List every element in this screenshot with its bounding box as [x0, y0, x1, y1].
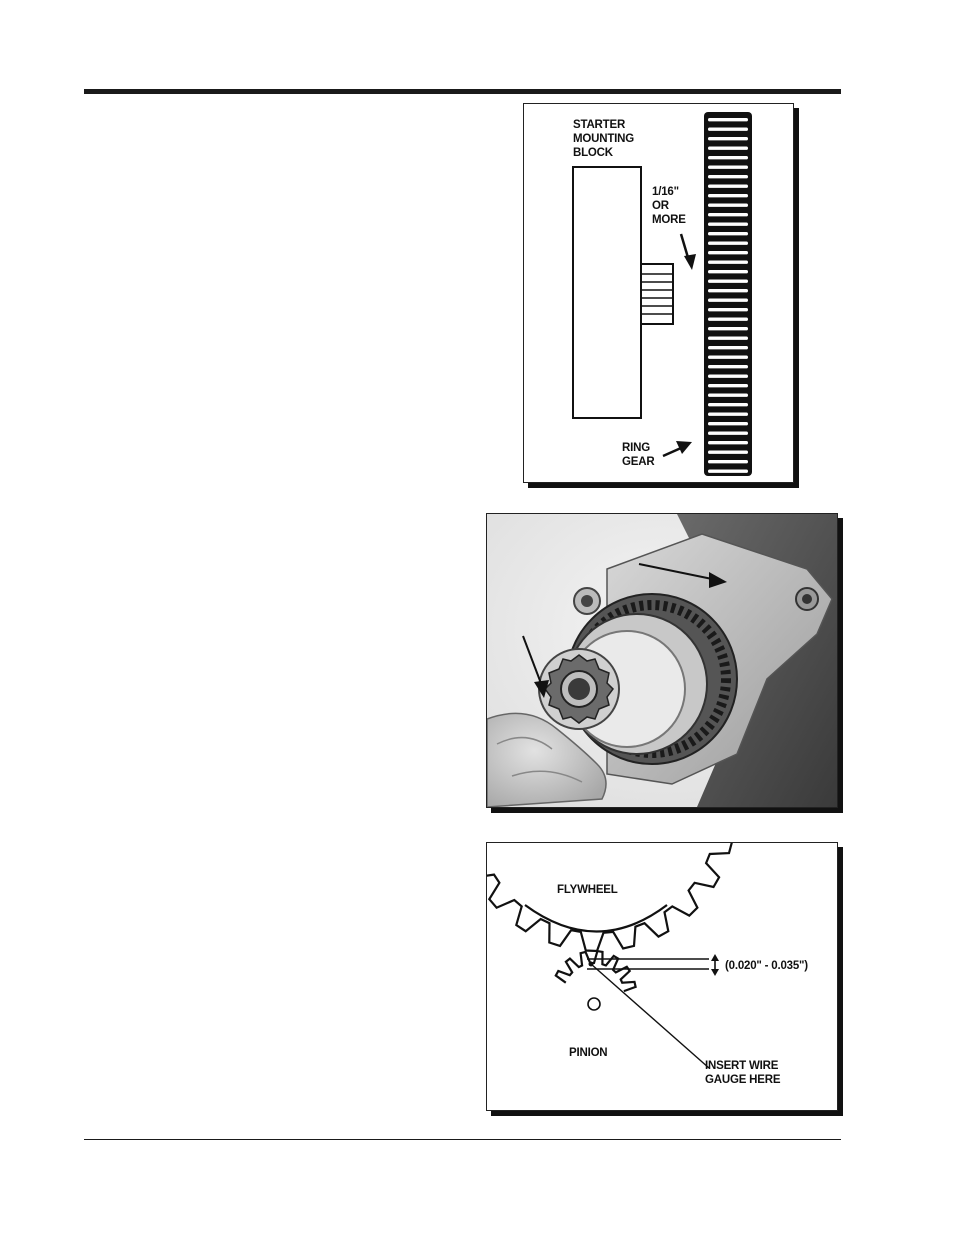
- flywheel-label: FLYWHEEL: [557, 884, 618, 896]
- flywheel-teeth: [487, 843, 732, 951]
- ring-gear-tooth: [708, 156, 748, 159]
- ring-gear-tooth: [708, 346, 748, 349]
- ring-gear-tooth: [708, 280, 748, 283]
- ring-gear-tooth: [708, 299, 748, 302]
- ring-gear-tooth: [708, 318, 748, 321]
- pinion-stub: [641, 264, 673, 324]
- ring-gear-tooth: [708, 365, 748, 368]
- ring-gear-arrow-icon: [663, 441, 692, 456]
- ring-gear-tooth: [708, 118, 748, 121]
- ring-gear-tooth: [708, 204, 748, 207]
- ring-gear: [704, 112, 752, 476]
- clearance-label: (0.020" - 0.035"): [725, 960, 808, 972]
- ring-gear-tooth: [708, 242, 748, 245]
- starter-mounting-block: [573, 167, 641, 418]
- pinion-gear: [539, 649, 619, 729]
- pinion-teeth: [556, 951, 636, 991]
- ring-gear-tooth: [708, 213, 748, 216]
- ring-gear-tooth: [708, 308, 748, 311]
- gap-arrow-icon: [681, 234, 696, 270]
- ring-gear-tooth: [708, 251, 748, 254]
- ring-gear-tooth: [708, 460, 748, 463]
- gap-label: 1/16" OR MORE: [652, 186, 686, 226]
- ring-gear-tooth: [708, 356, 748, 359]
- starter-gap-drawing: [524, 104, 793, 482]
- footer-rule: [84, 1139, 841, 1140]
- pinion-label: PINION: [569, 1047, 608, 1059]
- clearance-drawing: [487, 843, 837, 1110]
- wire-gauge-label: INSERT WIRE GAUGE HERE: [705, 1060, 781, 1086]
- ring-gear-tooth: [708, 327, 748, 330]
- ring-gear-tooth: [708, 432, 748, 435]
- starter-drive-pinion-photo: [487, 514, 837, 807]
- ring-gear-tooth: [708, 289, 748, 292]
- flywheel-inner-arc: [525, 905, 667, 932]
- wire-gauge-leader: [591, 964, 709, 1068]
- header-rule: [84, 89, 841, 94]
- block-label: STARTER MOUNTING BLOCK: [573, 119, 635, 159]
- ring-gear-tooth: [708, 185, 748, 188]
- ring-gear-tooth: [708, 166, 748, 169]
- ring-gear-tooth: [708, 422, 748, 425]
- figure-pinion-clearance-diagram: [486, 842, 838, 1111]
- ring-gear-label: RING GEAR: [622, 442, 655, 468]
- ring-gear-tooth: [708, 137, 748, 140]
- ring-gear-tooth: [708, 470, 748, 473]
- ring-gear-tooth: [708, 403, 748, 406]
- ring-gear-tooth: [708, 451, 748, 454]
- ring-gear-tooth: [708, 337, 748, 340]
- ring-gear-tooth: [708, 261, 748, 264]
- pinion-hub: [588, 998, 600, 1010]
- ring-gear-tooth: [708, 194, 748, 197]
- ring-gear-tooth: [708, 375, 748, 378]
- figure-starter-photo: [486, 513, 838, 808]
- ring-gear-tooth: [708, 384, 748, 387]
- clearance-arrow-icon: [711, 954, 719, 976]
- ring-gear-tooth: [708, 441, 748, 444]
- ring-gear-tooth: [708, 394, 748, 397]
- ring-gear-tooth: [708, 128, 748, 131]
- ring-gear-tooth: [708, 175, 748, 178]
- ring-gear-tooth: [708, 232, 748, 235]
- ring-gear-tooth: [708, 270, 748, 273]
- pinion-gear: [556, 951, 636, 991]
- figure-starter-gap-diagram: [523, 103, 794, 483]
- ring-gear-tooth: [708, 413, 748, 416]
- ring-gear-tooth: [708, 147, 748, 150]
- flywheel-gear: [487, 843, 732, 951]
- ring-gear-tooth: [708, 223, 748, 226]
